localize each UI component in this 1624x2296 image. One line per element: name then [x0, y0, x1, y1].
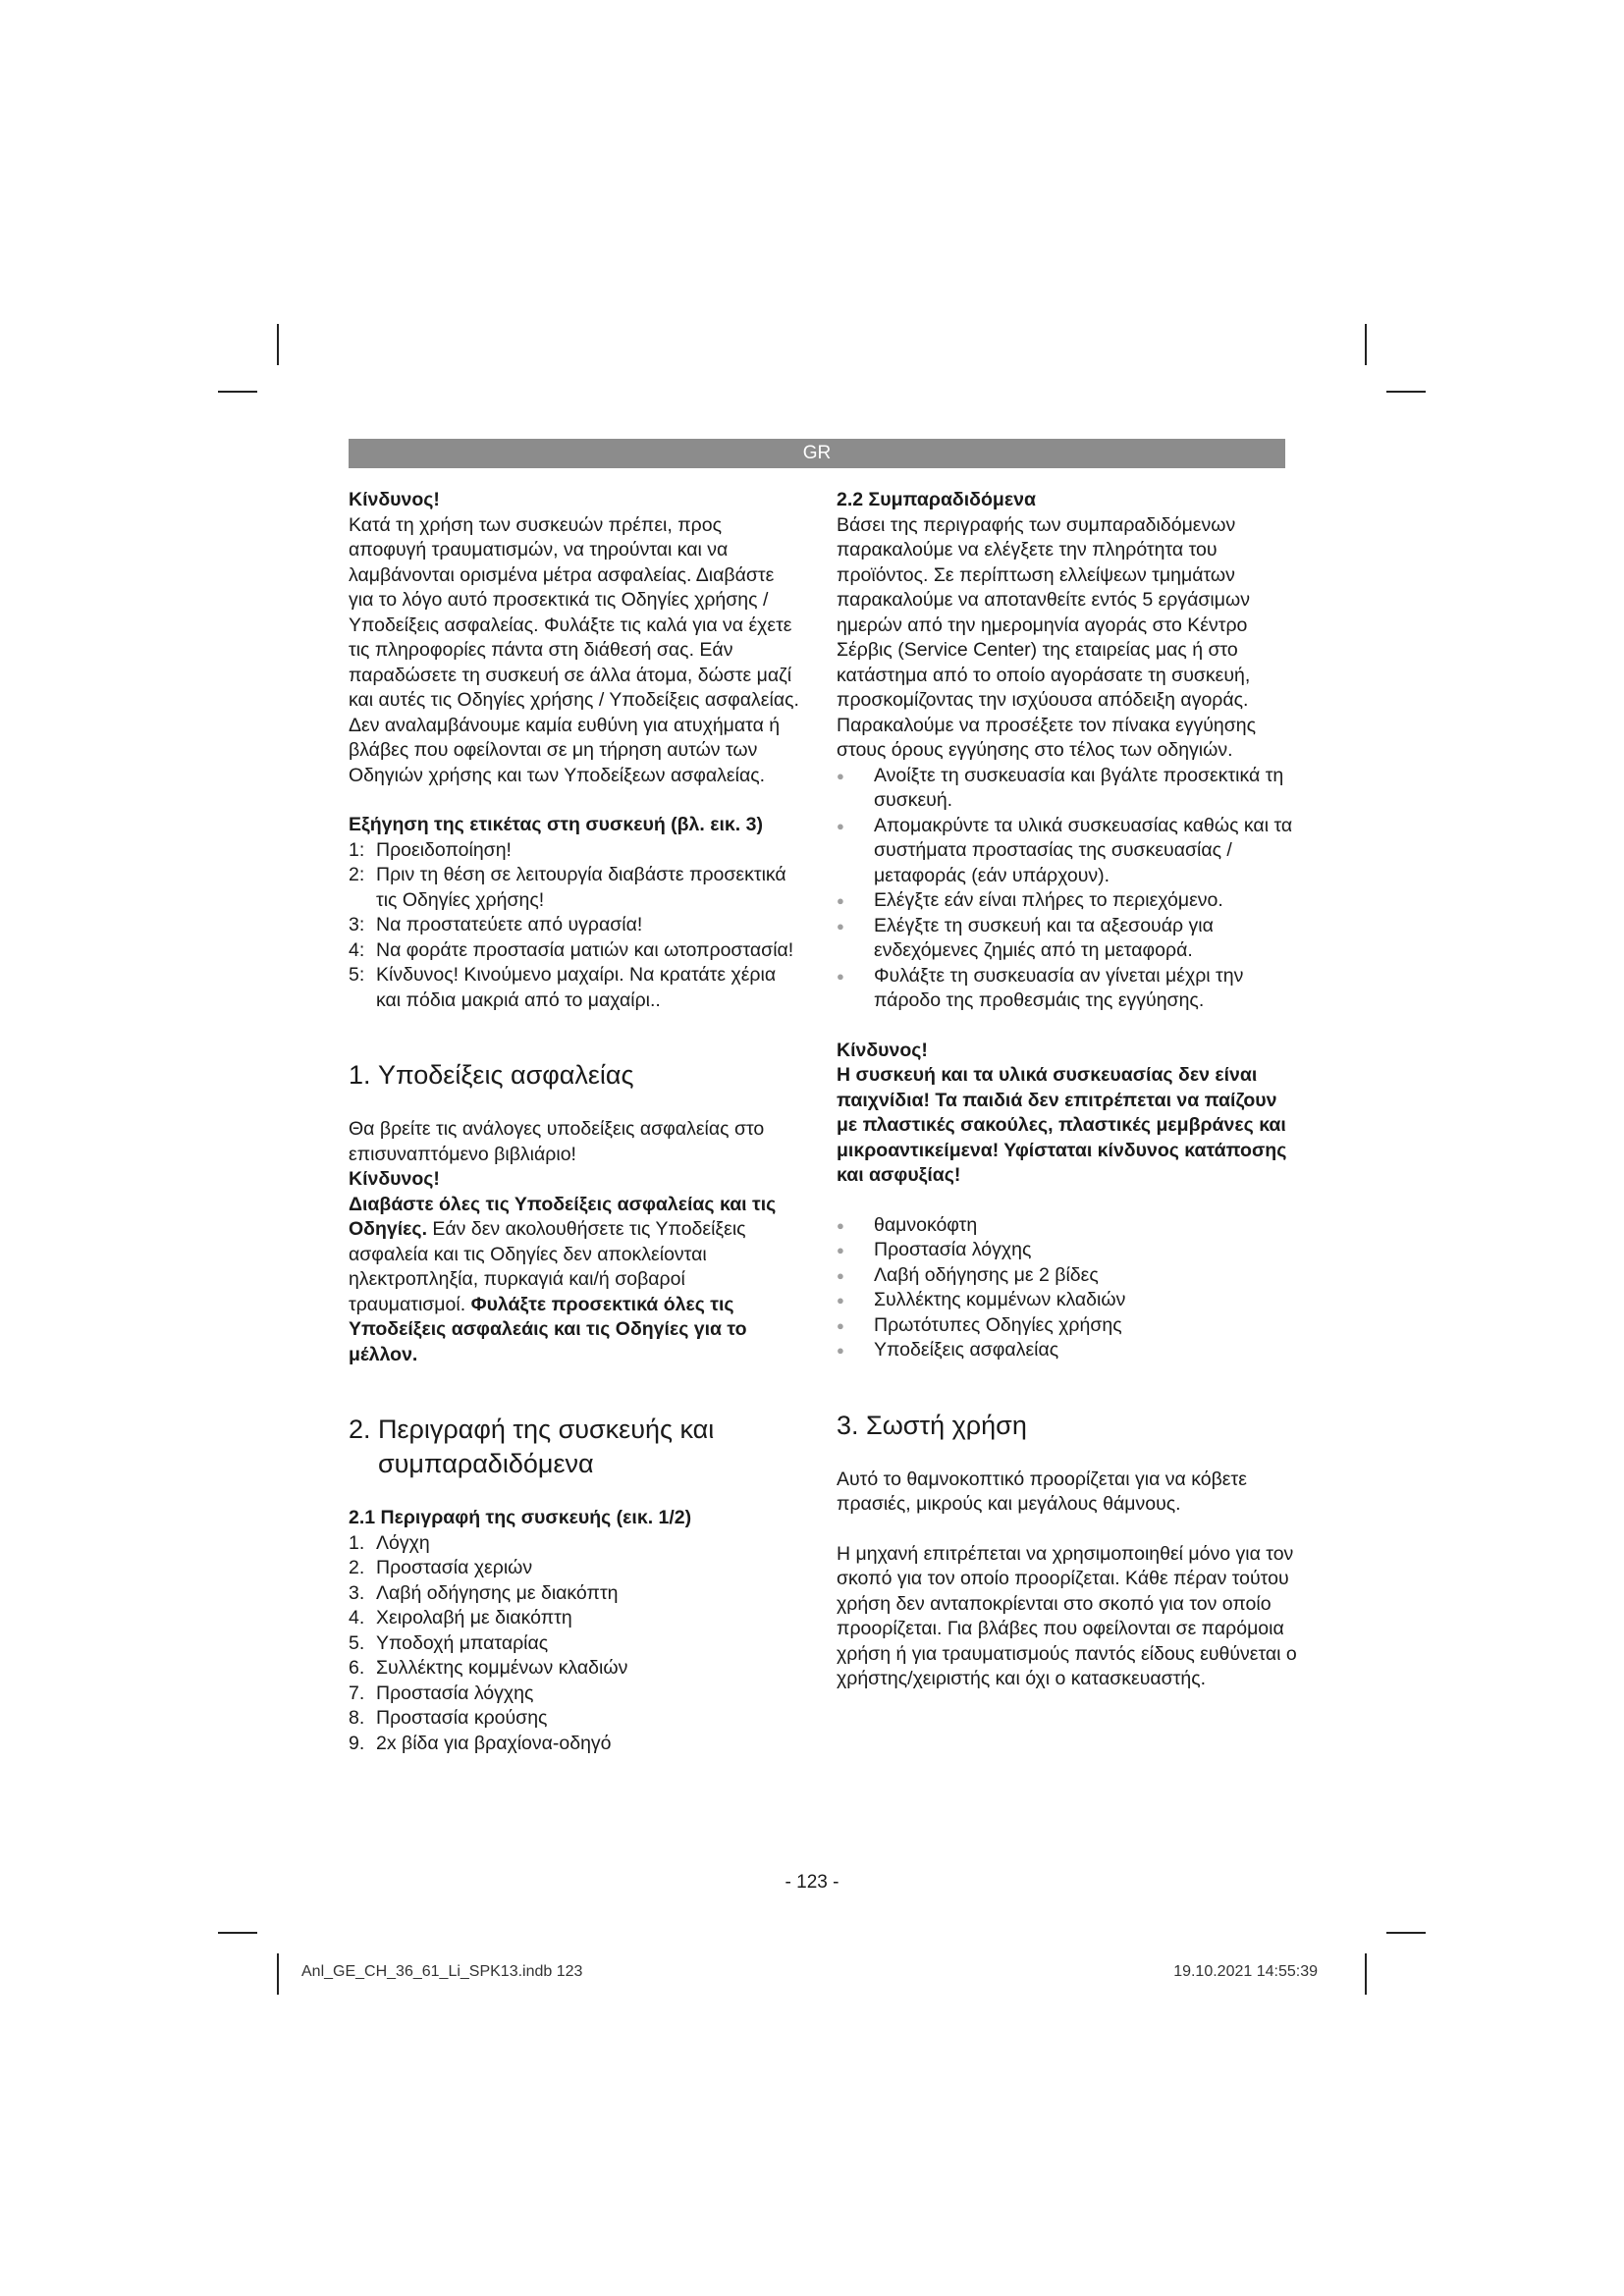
item-number: 4.: [349, 1607, 365, 1629]
list-item: [349, 1631, 800, 1657]
crop-mark: [1365, 324, 1367, 365]
list-item: [349, 1682, 800, 1707]
item-number: 3:: [349, 914, 365, 935]
right-column: [837, 488, 1298, 1692]
item-text: Προστασία χεριών: [376, 1557, 533, 1578]
item-text: Προστασία λόγχης: [376, 1682, 534, 1704]
section-1-intro: Θα βρείτε τις ανάλογες υποδείξεις ασφαλείας στο επισυναπτόμενο βιβλιάριο!: [349, 1118, 765, 1165]
list-item: ● Υποδείξεις ασφαλείας: [837, 1338, 1298, 1363]
list-item: [349, 863, 800, 913]
crop-mark: [218, 391, 257, 393]
crop-mark: [1365, 1953, 1367, 1995]
packaging-warning: Η συσκευή και τα υλικά συσκευασίας δεν είναι παιχνίδια! Τα παιδιά δεν επιτρέπεται να παίζουν με πλαστικές σακούλες, πλαστικές μεμβράνες και μικροαντικείμενα! Υφίσταται κίνδυνος κατάποσης και ασφυξίας!: [837, 1064, 1287, 1186]
item-text: Χειρολαβή με διακόπτη: [376, 1607, 572, 1629]
crop-mark: [277, 1953, 279, 1995]
label-explanation-list: [349, 838, 800, 1014]
list-item: [349, 1706, 800, 1732]
list-item: ● Πρωτότυπες Οδηγίες χρήσης: [837, 1313, 1298, 1339]
language-header-bar: [349, 439, 1285, 468]
list-item: [349, 1556, 800, 1581]
subsection-2-2-heading: 2.2 Συμπαραδιδόμενα: [837, 489, 1036, 510]
list-item: [349, 963, 800, 1013]
list-item: [349, 1606, 800, 1631]
list-item: [349, 1581, 800, 1607]
crop-mark: [1386, 1932, 1426, 1934]
item-text: Λόγχη: [376, 1531, 430, 1554]
list-item: ● Ελέγξτε εάν είναι πλήρες το περιεχόμενο.: [837, 888, 1298, 914]
package-contents-list: [837, 1213, 1298, 1363]
item-text: Να προστατεύετε από υγρασία!: [376, 914, 643, 935]
safety-warning-paragraph: Διαβάστε όλες τις Υποδείξεις ασφαλείας και τις Οδηγίες. Εάν δεν ακολουθήσετε τις Υποδείξεις ασφαλεία και τις Οδηγίες δεν αποκλείονται ηλεκτροπληξία, πυρκαγιά και/ή σοβαροί τραυματισμοί. Φυλάξτε προσεκτικά όλες τις Υποδείξεις ασφαλεάις και τις Οδηγίες για το μέλλον.: [349, 1193, 777, 1365]
page-number: - 123 -: [785, 1872, 839, 1893]
section-1-heading: 1. Υποδείξεις ασφαλείας: [349, 1060, 634, 1090]
list-item: [349, 1531, 800, 1557]
item-number: 7.: [349, 1682, 365, 1704]
section-3-heading: 3. Σωστή χρήση: [837, 1410, 1027, 1440]
crop-mark: [277, 324, 279, 365]
item-number: 6.: [349, 1657, 365, 1679]
list-item: ● Προστασία λόγχης: [837, 1238, 1298, 1263]
subsection-2-1-heading: 2.1 Περιγραφή της συσκευής (εικ. 1/2): [349, 1507, 692, 1528]
list-item: [349, 1732, 800, 1757]
unpacking-steps-list: [837, 764, 1298, 1014]
danger-heading: Κίνδυνος!: [349, 1168, 440, 1190]
file-name: Anl_GE_CH_36_61_Li_SPK13.indb 123: [301, 1963, 583, 1980]
list-item: [349, 938, 800, 964]
item-text: Προστασία κρούσης: [376, 1707, 548, 1729]
item-number: 1:: [349, 838, 365, 861]
item-number: 4:: [349, 938, 365, 961]
left-column: [349, 488, 800, 1756]
item-number: 1.: [349, 1531, 365, 1554]
print-timestamp: 19.10.2021 14:55:39: [1173, 1963, 1318, 1980]
list-item: [349, 838, 800, 864]
list-item: ● θαμνοκόφτη: [837, 1213, 1298, 1239]
intended-use-restriction-paragraph: Η μηχανή επιτρέπεται να χρησιμοποιηθεί μόνο για τον σκοπό για τον οποίο προορίζεται. Κάθε πέραν τούτου χρήση δεν ανταποκρίενται στο σκοπό για τον οποίο προορίζεται. Για βλάβες που οφείλονται σε παρόμοια χρήση ή για τραυματισμούς παντός είδους ευθύνεται ο χρήστης/χειριστής και όχι ο κατασκευαστής.: [837, 1542, 1297, 1689]
item-number: 8.: [349, 1707, 365, 1729]
list-item: ● Φυλάξτε τη συσκευασία αν γίνεται μέχρι την πάροδο της προθεσμάις της εγγύησης.: [837, 964, 1298, 1014]
parts-list: [349, 1531, 800, 1757]
item-text: Κίνδυνος! Κινούμενο μαχαίρι. Να κρατάτε χέρια και πόδια μακριά από το μαχαίρι..: [376, 964, 777, 1011]
danger-paragraph: Κατά τη χρήση των συσκευών πρέπει, προς αποφυγή τραυματισμών, να τηρούνται και να λαμβάνονται ορισμένα μέτρα ασφαλείας. Διαβάστε για το λόγο αυτό προσεκτικά τις Οδηγίες χρήσης / Υποδείξεις ασφαλείας. Φυλάξτε τις καλά για να έχετε τις πληροφορίες πάντα στη διάθεσή σας. Εάν παραδώσετε τη συσκευή σε άλλα άτομα, δώστε μαζί και αυτές τις Οδηγίες χρήσης / Υποδείξεις ασφαλείας. Δεν αναλαμβάνουμε καμία ευθύνη για ατυχήματα ή βλάβες που οφείλονται σε μη τήρηση αυτών των Οδηγιών χρήσης και των Υποδείξεων ασφαλείας.: [349, 513, 799, 786]
list-item: ● Λαβή οδήγησης με 2 βίδες: [837, 1263, 1298, 1289]
danger-heading: Κίνδυνος!: [837, 1039, 928, 1061]
item-text: Λαβή οδήγησης με διακόπτη: [376, 1581, 619, 1604]
section-2-heading: 2. Περιγραφή της συσκευής και συμπαραδιδόμενα: [349, 1415, 715, 1478]
item-number: 3.: [349, 1581, 365, 1604]
crop-mark: [218, 1932, 257, 1934]
list-item: ● Ανοίξτε τη συσκευασία και βγάλτε προσεκτικά τη συσκευή.: [837, 764, 1298, 814]
list-item: [349, 1656, 800, 1682]
item-text: Προειδοποίηση!: [376, 838, 512, 861]
item-text: Υποδοχή μπαταρίας: [376, 1631, 549, 1654]
item-number: 2.: [349, 1557, 365, 1578]
intended-use-paragraph: Αυτό το θαμνοκοπτικό προορίζεται για να κόβετε πρασιές, μικρούς και μεγάλους θάμνους.: [837, 1468, 1247, 1515]
item-number: 9.: [349, 1732, 365, 1754]
crop-mark: [1386, 391, 1426, 393]
item-text: Συλλέκτης κομμένων κλαδιών: [376, 1657, 628, 1679]
item-text: 2x βίδα για βραχίονα-οδηγό: [376, 1732, 612, 1754]
list-item: ● Ελέγξτε τη συσκευή και τα αξεσουάρ για ενδεχόμενες ζημιές από τη μεταφορά.: [837, 914, 1298, 964]
delivery-scope-paragraph: Βάσει της περιγραφής των συμπαραδιδόμενων παρακαλούμε να ελέγξετε την πληρότητα του προϊόντος. Σε περίπτωση ελλείψεων τμημάτων παρακαλούμε να αποτανθείτε εντός 5 εργάσιμων ημερών από την ημερομηνία αγοράς στο Κέντρο Σέρβις (Service Center) της εταιρείας μας ή στο κατάστημα από το οποίο αγοράσατε τη συσκευή, προσκομίζοντας την ισχύουσα απόδειξη αγοράς. Παρακαλούμε να προσέξετε τον πίνακα εγγύησης στους όρους εγγύησης στο τέλος των οδηγιών.: [837, 513, 1257, 761]
list-item: ● Απομακρύντε τα υλικά συσκευασίας καθώς και τα συστήματα προστασίας της συσκευασίας / μεταφοράς (εάν υπάρχουν).: [837, 814, 1298, 889]
label-explanation-heading: Εξήγηση της ετικέτας στη συσκευή (βλ. εικ. 3): [349, 814, 763, 835]
item-number: 5.: [349, 1631, 365, 1654]
list-item: [349, 913, 800, 938]
item-text: Να φοράτε προστασία ματιών και ωτοπροστασία!: [376, 938, 794, 961]
item-text: Πριν τη θέση σε λειτουργία διαβάστε προσεκτικά τις Οδηγίες χρήσης!: [376, 864, 786, 911]
item-number: 5:: [349, 964, 365, 986]
danger-heading: Κίνδυνος!: [349, 489, 440, 510]
language-code: GR: [802, 443, 832, 463]
item-number: 2:: [349, 864, 365, 885]
list-item: ● Συλλέκτης κομμένων κλαδιών: [837, 1288, 1298, 1313]
